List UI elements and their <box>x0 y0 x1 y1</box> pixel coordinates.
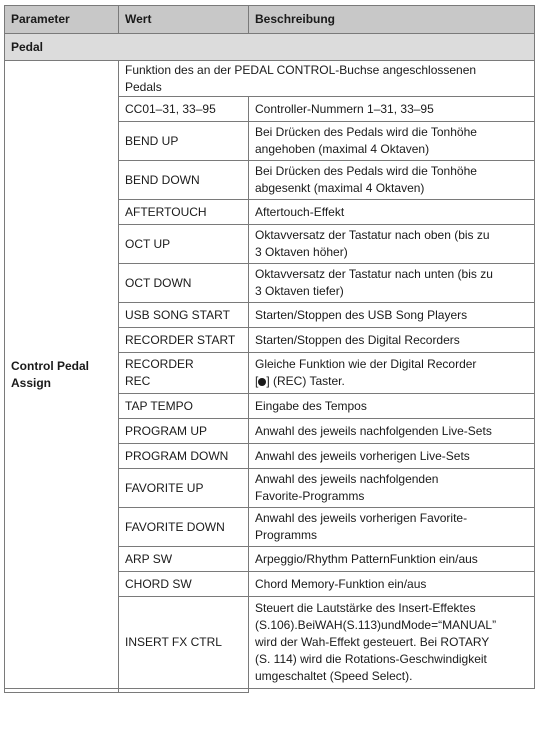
beschreibung-cell <box>249 419 535 444</box>
wert-cell: ARP SW <box>119 547 249 572</box>
desc-line: 3 Oktaven tiefer) <box>255 284 344 298</box>
desc-line: Controller-Nummern 1–31, 33–95 <box>255 101 434 116</box>
beschreibung-cell <box>119 689 249 693</box>
wert-cell: AFTERTOUCH <box>119 200 249 225</box>
intro-row <box>5 61 535 97</box>
beschreibung-cell <box>249 597 535 689</box>
wert-cell: PROGRAM DOWN <box>119 444 249 469</box>
desc-line: Chord Memory-Funktion ein/aus <box>255 576 427 591</box>
wert-cell <box>5 689 119 693</box>
parameter-name-line1: Control Pedal <box>11 358 90 373</box>
desc-line: angehoben (maximal 4 Oktaven) <box>255 142 430 156</box>
beschreibung-cell <box>249 264 535 303</box>
section-title: Pedal <box>5 34 535 61</box>
intro-line1: Funktion des an der PEDAL CONTROL-Buchse angeschlossenen <box>125 62 477 77</box>
parameter-name-line2: Assign <box>11 375 52 390</box>
beschreibung-cell <box>249 328 535 353</box>
desc-line: Bei Drücken des Pedals wird die Tonhöhe <box>255 164 477 178</box>
beschreibung-cell <box>249 508 535 547</box>
section-row <box>5 34 535 61</box>
desc-line: Gleiche Funktion wie der Digital Recorder <box>255 357 477 371</box>
header-beschreibung: Beschreibung <box>249 6 535 34</box>
beschreibung-cell <box>249 122 535 161</box>
desc-line: Anwahl des jeweils nachfolgenden Live-Sets <box>255 423 492 438</box>
wert-cell: USB SONG START <box>119 303 249 328</box>
desc-line: Oktavversatz der Tastatur nach unten (bis zu <box>255 267 493 281</box>
parameter-cell <box>5 61 119 689</box>
wert-cell <box>119 353 249 394</box>
intro-line2: Pedals <box>125 79 162 94</box>
wert-cell: OCT UP <box>119 225 249 264</box>
desc-line: Favorite-Programms <box>255 489 365 503</box>
desc-line: Anwahl des jeweils vorherigen Favorite- <box>255 511 468 525</box>
desc-line: umgeschaltet (Speed Select). <box>255 669 413 683</box>
intro-cell <box>119 61 535 97</box>
beschreibung-cell <box>249 200 535 225</box>
beschreibung-cell <box>249 225 535 264</box>
wert-cell: OCT DOWN <box>119 264 249 303</box>
desc-line: Oktavversatz der Tastatur nach oben (bis zu <box>255 228 490 242</box>
desc-line: Anwahl des jeweils vorherigen Live-Sets <box>255 448 470 463</box>
table-row-continued <box>5 689 535 693</box>
desc-line: (S.106).BeiWAH(S.113)undMode=“MANUAL” <box>255 618 497 632</box>
desc-line: wird der Wah-Effekt gesteuert. Bei ROTARY <box>255 635 490 649</box>
wert-cell: FAVORITE DOWN <box>119 508 249 547</box>
bracket-open: [ <box>255 374 259 388</box>
desc-line: Starten/Stoppen des USB Song Players <box>255 307 468 322</box>
desc-line: Anwahl des jeweils nachfolgenden <box>255 472 439 486</box>
beschreibung-cell <box>249 444 535 469</box>
beschreibung-cell <box>249 161 535 200</box>
desc-line: (S. 114) wird die Rotations-Geschwindigkeit <box>255 652 487 666</box>
desc-line: 3 Oktaven höher) <box>255 245 348 259</box>
desc-line: Eingabe des Tempos <box>255 398 367 413</box>
beschreibung-cell <box>249 303 535 328</box>
wert-cell: BEND UP <box>119 122 249 161</box>
header-row <box>5 6 535 34</box>
wert-cell: CHORD SW <box>119 572 249 597</box>
wert-cell: RECORDER START <box>119 328 249 353</box>
wert-cell: INSERT FX CTRL <box>119 597 249 689</box>
wert-cell: PROGRAM UP <box>119 419 249 444</box>
wert-cell: FAVORITE UP <box>119 469 249 508</box>
desc-line: Programms <box>255 528 318 542</box>
desc-line: Starten/Stoppen des Digital Recorders <box>255 332 460 347</box>
beschreibung-cell <box>249 97 535 122</box>
desc-line: Aftertouch-Effekt <box>255 204 345 219</box>
wert-line: REC <box>125 374 151 388</box>
desc-line: abgesenkt (maximal 4 Oktaven) <box>255 181 425 195</box>
beschreibung-cell <box>249 547 535 572</box>
beschreibung-cell <box>249 353 535 394</box>
desc-line: Arpeggio/Rhythm PatternFunktion ein/aus <box>255 551 478 566</box>
beschreibung-cell <box>249 469 535 508</box>
header-wert: Wert <box>119 6 249 34</box>
desc-line: Bei Drücken des Pedals wird die Tonhöhe <box>255 125 477 139</box>
beschreibung-cell <box>249 572 535 597</box>
parameter-table <box>4 5 535 693</box>
wert-cell: BEND DOWN <box>119 161 249 200</box>
beschreibung-cell <box>249 394 535 419</box>
wert-cell: CC01–31, 33–95 <box>119 97 249 122</box>
desc-line: ] (REC) Taster. <box>266 374 345 388</box>
wert-cell: TAP TEMPO <box>119 394 249 419</box>
header-parameter: Parameter <box>5 6 119 34</box>
desc-line: Steuert die Lautstärke des Insert-Effektes <box>255 601 476 615</box>
wert-line: RECORDER <box>125 357 194 371</box>
